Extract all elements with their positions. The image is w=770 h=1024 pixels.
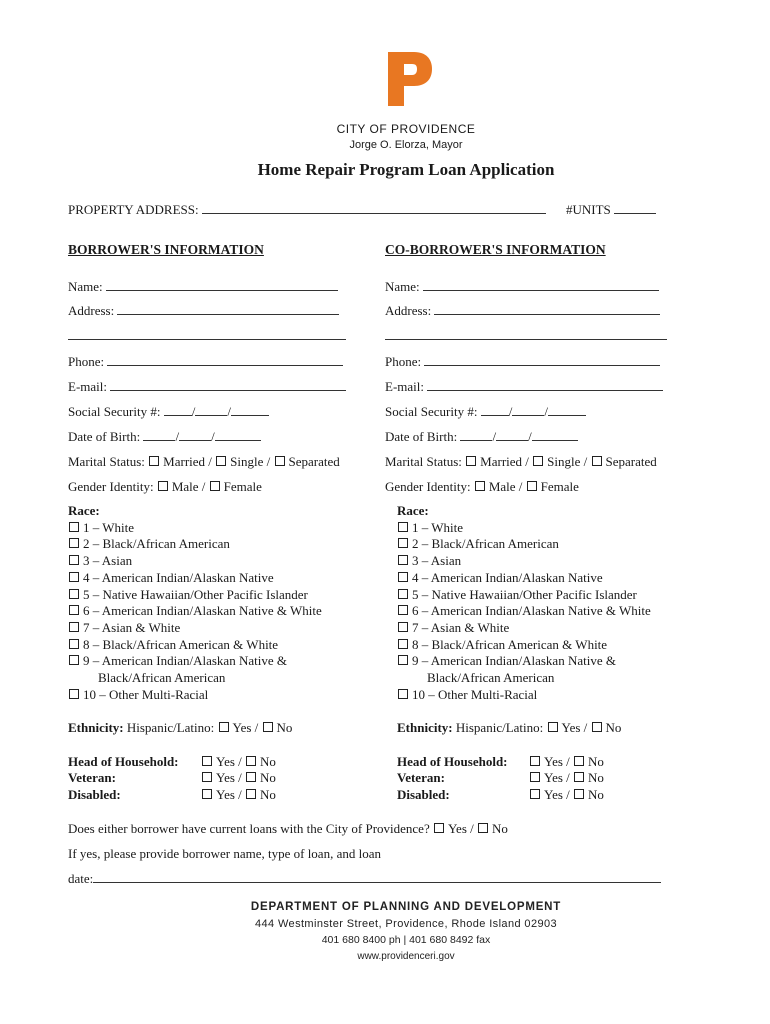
borrower-married-label: Married / — [163, 454, 212, 469]
race-checkbox[interactable] — [69, 555, 79, 565]
coborrower-male-checkbox[interactable] — [475, 481, 485, 491]
loans-yes-label: Yes / — [447, 821, 474, 836]
ethnicity-yes-label: Yes / — [232, 720, 259, 735]
borrower-male-label: Male / — [171, 479, 206, 494]
coborrower-name-row — [385, 279, 659, 295]
borrower-veteran-label: Veteran: — [68, 770, 116, 785]
race-option-label: 1 – White — [83, 519, 135, 535]
coborrower-phone-label: Phone: — [385, 354, 422, 369]
coborrower-ethnicity-row — [397, 720, 621, 736]
borrower-address-row — [68, 303, 339, 319]
ethnicity-question: Hispanic/Latino: — [126, 720, 215, 735]
yes-label: Yes / — [544, 754, 570, 769]
coborrower-email-label: E-mail: — [385, 379, 424, 394]
race-checkbox[interactable] — [69, 589, 79, 599]
coborrower-single-label: Single / — [547, 454, 588, 469]
ethnicity-no-checkbox[interactable] — [592, 722, 602, 732]
coborrower-separated-label: Separated — [605, 454, 657, 469]
coborrower-disabled-label: Disabled: — [397, 787, 450, 802]
loans-date-label: date: — [68, 871, 94, 886]
borrower-phone-field[interactable] — [107, 354, 343, 366]
coborrower-head-options — [529, 754, 604, 770]
coborrower-marital-label: Marital Status: — [385, 454, 462, 469]
yes-checkbox[interactable] — [202, 772, 212, 782]
coborrower-address-row-2 — [385, 328, 667, 344]
yes-label: Yes / — [216, 754, 242, 769]
borrower-disabled-label: Disabled: — [68, 787, 121, 802]
coborrower-address-row — [385, 303, 660, 319]
no-checkbox[interactable] — [574, 756, 584, 766]
race-option-label: 9 – American Indian/Alaskan Native & — [412, 653, 616, 669]
race-checkbox[interactable] — [69, 572, 79, 582]
coborrower-race-option[interactable] — [397, 620, 651, 637]
no-label: No — [588, 770, 604, 785]
yes-label: Yes / — [216, 770, 242, 785]
coborrower-dob-field-2[interactable] — [496, 429, 528, 441]
no-label: No — [588, 787, 604, 802]
coborrower-marital-row — [385, 454, 657, 470]
loans-yes-checkbox[interactable] — [434, 823, 444, 833]
race-option-continuation: Black/African American — [427, 670, 555, 686]
race-checkbox[interactable] — [398, 589, 408, 599]
property-address-row — [68, 202, 546, 218]
ethnicity-no-label: No — [276, 720, 293, 735]
race-checkbox[interactable] — [398, 639, 408, 649]
race-option-label: 2 – Black/African American — [83, 536, 230, 552]
property-address-label: PROPERTY ADDRESS: — [68, 202, 199, 217]
coborrower-heading: CO-BORROWER'S INFORMATION — [385, 242, 606, 257]
borrower-male-checkbox[interactable] — [158, 481, 168, 491]
race-checkbox[interactable] — [398, 689, 408, 699]
borrower-race-option[interactable] — [68, 687, 322, 704]
race-checkbox[interactable] — [69, 605, 79, 615]
borrower-head-options — [201, 754, 276, 770]
property-address-field[interactable] — [202, 202, 546, 214]
city-logo — [388, 52, 432, 106]
race-option-continuation: Black/African American — [98, 670, 226, 686]
borrower-address-row-2 — [68, 328, 346, 344]
borrower-separated-label: Separated — [288, 454, 340, 469]
borrower-race-option[interactable] — [68, 637, 322, 654]
race-option-label: 8 – Black/African American & White — [83, 636, 279, 652]
coborrower-veteran-options — [529, 770, 604, 786]
coborrower-race-option[interactable] — [397, 570, 651, 587]
ethnicity-label: Ethnicity: — [397, 720, 453, 735]
coborrower-separated-checkbox[interactable] — [592, 456, 602, 466]
loans-question: Does either borrower have current loans with the City of Providence? — [68, 821, 430, 836]
borrower-ssn-label: Social Security #: — [68, 404, 161, 419]
coborrower-married-checkbox[interactable] — [466, 456, 476, 466]
borrower-phone-row — [68, 354, 343, 370]
race-option-label: 1 – White — [412, 519, 464, 535]
coborrower-race-option[interactable] — [397, 637, 651, 654]
borrower-name-label: Name: — [68, 279, 103, 294]
coborrower-dob-field-3[interactable] — [532, 429, 578, 441]
borrower-email-label: E-mail: — [68, 379, 107, 394]
coborrower-dob-field-1[interactable] — [460, 429, 492, 441]
race-checkbox[interactable] — [398, 538, 408, 548]
borrower-dob-field-2[interactable] — [179, 429, 211, 441]
borrower-ssn-field-3[interactable] — [231, 404, 269, 416]
race-checkbox[interactable] — [69, 689, 79, 699]
coborrower-ssn-field-3[interactable] — [548, 404, 586, 416]
race-checkbox[interactable] — [398, 555, 408, 565]
loans-no-label: No — [492, 821, 508, 836]
coborrower-married-label: Married / — [480, 454, 529, 469]
coborrower-phone-field[interactable] — [424, 354, 660, 366]
borrower-race-option[interactable] — [68, 553, 322, 570]
borrower-female-checkbox[interactable] — [210, 481, 220, 491]
borrower-gender-row — [68, 479, 262, 495]
borrower-female-label: Female — [223, 479, 262, 494]
race-checkbox[interactable] — [398, 522, 408, 532]
no-checkbox[interactable] — [246, 789, 256, 799]
no-checkbox[interactable] — [574, 789, 584, 799]
borrower-single-checkbox[interactable] — [216, 456, 226, 466]
coborrower-male-label: Male / — [488, 479, 523, 494]
footer-address: 444 Westminster Street, Providence, Rhode Island 02903 — [254, 918, 558, 930]
borrower-race-option[interactable] — [68, 520, 322, 537]
borrower-marital-row — [68, 454, 340, 470]
ethnicity-question: Hispanic/Latino: — [455, 720, 544, 735]
borrower-race-option[interactable] — [68, 603, 322, 620]
city-name: CITY OF PROVIDENCE — [336, 122, 476, 136]
race-option-label: 3 – Asian — [412, 553, 462, 569]
coborrower-head-label: Head of Household: — [397, 754, 508, 769]
coborrower-race-option[interactable] — [397, 603, 651, 620]
coborrower-dob-label: Date of Birth: — [385, 429, 458, 444]
borrower-address-field-2[interactable] — [68, 328, 346, 340]
race-checkbox[interactable] — [69, 639, 79, 649]
ethnicity-no-label: No — [605, 720, 622, 735]
borrower-separated-checkbox[interactable] — [275, 456, 285, 466]
no-label: No — [260, 787, 276, 802]
coborrower-name-field[interactable] — [423, 279, 659, 291]
race-option-label: 4 – American Indian/Alaskan Native — [83, 569, 274, 585]
coborrower-race-option[interactable] — [397, 520, 651, 537]
page-title: Home Repair Program Loan Application — [257, 160, 555, 179]
footer-department: DEPARTMENT OF PLANNING AND DEVELOPMENT — [250, 901, 562, 913]
yes-checkbox[interactable] — [202, 789, 212, 799]
borrower-race-option[interactable] — [68, 570, 322, 587]
race-checkbox[interactable] — [69, 522, 79, 532]
race-checkbox[interactable] — [69, 538, 79, 548]
coborrower-race-option[interactable] — [397, 553, 651, 570]
units-field[interactable] — [614, 202, 656, 214]
coborrower-address-label: Address: — [385, 303, 432, 318]
borrower-address-label: Address: — [68, 303, 115, 318]
race-option-label: 7 – Asian & White — [83, 619, 181, 635]
borrower-gender-label: Gender Identity: — [68, 479, 154, 494]
loans-date-row — [68, 871, 661, 887]
coborrower-ssn-label: Social Security #: — [385, 404, 478, 419]
loans-question-row — [68, 821, 508, 837]
race-checkbox[interactable] — [69, 655, 79, 665]
race-checkbox[interactable] — [69, 622, 79, 632]
coborrower-single-checkbox[interactable] — [533, 456, 543, 466]
race-option-label: 6 – American Indian/Alaskan Native & White — [83, 603, 322, 619]
race-option-label: 9 – American Indian/Alaskan Native & — [83, 653, 287, 669]
borrower-ethnicity-row — [68, 720, 292, 736]
no-checkbox[interactable] — [246, 756, 256, 766]
ethnicity-no-checkbox[interactable] — [263, 722, 273, 732]
loans-no-checkbox[interactable] — [478, 823, 488, 833]
race-option-label: 10 – Other Multi-Racial — [83, 686, 209, 702]
race-option-label: 10 – Other Multi-Racial — [412, 686, 538, 702]
coborrower-phone-row — [385, 354, 660, 370]
coborrower-female-label: Female — [540, 479, 579, 494]
borrower-dob-row: Date of Birth: / / — [68, 429, 261, 445]
coborrower-ssn-row: Social Security #: / / — [385, 404, 586, 420]
yes-checkbox[interactable] — [530, 772, 540, 782]
borrower-race-group — [68, 503, 322, 703]
yes-checkbox[interactable] — [530, 789, 540, 799]
borrower-veteran-options — [201, 770, 276, 786]
race-option-label: 4 – American Indian/Alaskan Native — [412, 569, 603, 585]
coborrower-dob-row: Date of Birth: / / — [385, 429, 578, 445]
yes-label: Yes / — [544, 770, 570, 785]
borrower-heading: BORROWER'S INFORMATION — [68, 242, 264, 257]
footer-phone: 401 680 8400 ph | 401 680 8492 fax — [321, 934, 491, 946]
coborrower-gender-row — [385, 479, 579, 495]
loans-date-field[interactable] — [93, 871, 661, 883]
borrower-ssn-field-1[interactable] — [164, 404, 192, 416]
footer-website[interactable]: www.providenceri.gov — [357, 951, 455, 962]
borrower-race-label: Race: — [68, 503, 100, 518]
borrower-marital-label: Marital Status: — [68, 454, 145, 469]
borrower-ssn-row: Social Security #: / / — [68, 404, 269, 420]
coborrower-race-option[interactable] — [397, 687, 651, 704]
coborrower-email-row — [385, 379, 663, 395]
coborrower-veteran-label: Veteran: — [397, 770, 445, 785]
no-label: No — [588, 754, 604, 769]
coborrower-race-option[interactable] — [397, 536, 651, 553]
borrower-dob-label: Date of Birth: — [68, 429, 141, 444]
borrower-address-field[interactable] — [117, 303, 339, 315]
race-option-label: 5 – Native Hawaiian/Other Pacific Islander — [83, 586, 308, 602]
coborrower-disabled-options — [529, 787, 604, 803]
no-label: No — [260, 770, 276, 785]
race-option-label: 3 – Asian — [83, 553, 133, 569]
units-row — [566, 202, 656, 218]
borrower-single-label: Single / — [230, 454, 271, 469]
no-checkbox[interactable] — [246, 772, 256, 782]
coborrower-female-checkbox[interactable] — [527, 481, 537, 491]
borrower-race-option[interactable] — [68, 653, 322, 670]
borrower-disabled-options — [201, 787, 276, 803]
race-option-label: 5 – Native Hawaiian/Other Pacific Islander — [412, 586, 637, 602]
race-option-label: 8 – Black/African American & White — [412, 636, 608, 652]
borrower-dob-field-1[interactable] — [143, 429, 175, 441]
borrower-married-checkbox[interactable] — [149, 456, 159, 466]
borrower-phone-label: Phone: — [68, 354, 105, 369]
coborrower-ssn-field-1[interactable] — [481, 404, 509, 416]
race-option-label: 6 – American Indian/Alaskan Native & White — [412, 603, 651, 619]
race-checkbox[interactable] — [398, 572, 408, 582]
race-option-label: 2 – Black/African American — [412, 536, 559, 552]
race-checkbox[interactable] — [398, 605, 408, 615]
no-label: No — [260, 754, 276, 769]
coborrower-ssn-field-2[interactable] — [512, 404, 544, 416]
ethnicity-yes-checkbox[interactable] — [219, 722, 229, 732]
no-checkbox[interactable] — [574, 772, 584, 782]
borrower-email-field[interactable] — [110, 379, 346, 391]
coborrower-email-field[interactable] — [427, 379, 663, 391]
coborrower-race-option[interactable] — [397, 653, 651, 670]
ethnicity-yes-checkbox[interactable] — [548, 722, 558, 732]
race-checkbox[interactable] — [398, 655, 408, 665]
borrower-dob-field-3[interactable] — [215, 429, 261, 441]
borrower-name-row — [68, 279, 338, 295]
borrower-name-field[interactable] — [106, 279, 338, 291]
yes-checkbox[interactable] — [202, 756, 212, 766]
borrower-head-label: Head of Household: — [68, 754, 179, 769]
yes-label: Yes / — [544, 787, 570, 802]
mayor-name: Jorge O. Elorza, Mayor — [349, 139, 463, 151]
race-checkbox[interactable] — [398, 622, 408, 632]
yes-checkbox[interactable] — [530, 756, 540, 766]
borrower-race-option[interactable] — [68, 620, 322, 637]
yes-label: Yes / — [216, 787, 242, 802]
race-option-label: 7 – Asian & White — [412, 619, 510, 635]
coborrower-address-field[interactable] — [434, 303, 660, 315]
coborrower-gender-label: Gender Identity: — [385, 479, 471, 494]
borrower-email-row — [68, 379, 346, 395]
ethnicity-label: Ethnicity: — [68, 720, 124, 735]
borrower-race-option[interactable] — [68, 587, 322, 604]
coborrower-name-label: Name: — [385, 279, 420, 294]
coborrower-race-group — [397, 503, 651, 703]
borrower-ssn-field-2[interactable] — [195, 404, 227, 416]
units-label: #UNITS — [566, 202, 611, 217]
loans-followup: If yes, please provide borrower name, type of loan, and loan — [68, 846, 381, 861]
coborrower-race-label: Race: — [397, 503, 429, 518]
coborrower-race-option[interactable] — [397, 587, 651, 604]
coborrower-address-field-2[interactable] — [385, 328, 667, 340]
borrower-race-option[interactable] — [68, 536, 322, 553]
ethnicity-yes-label: Yes / — [561, 720, 588, 735]
